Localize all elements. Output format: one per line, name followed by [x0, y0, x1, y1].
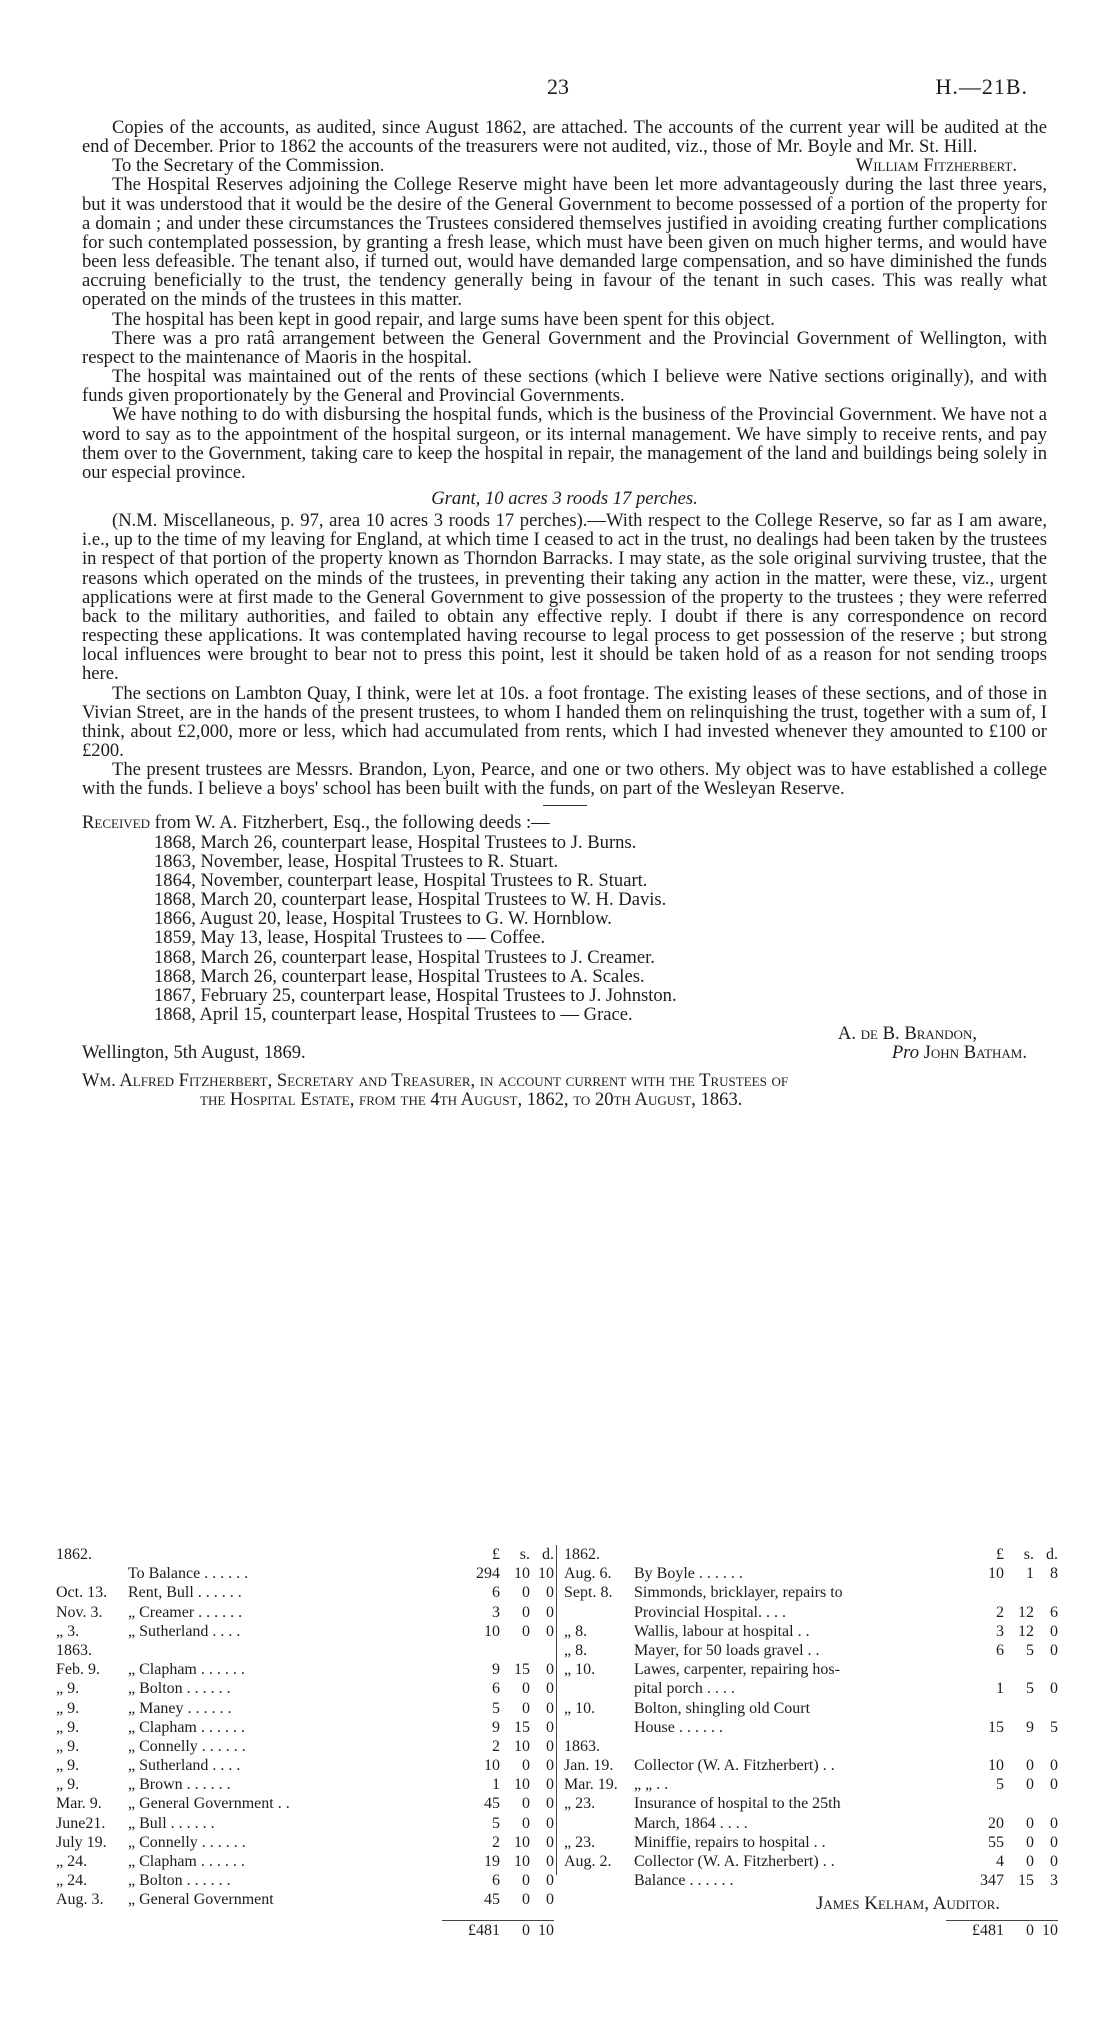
list-item: 1864, November, counterpart lease, Hospital Trustees to R. Stuart.	[154, 869, 648, 891]
place-date: Wellington, 5th August, 1869.	[82, 1042, 306, 1064]
entry-description: pital porch . . . .	[634, 1680, 735, 1698]
entry-amount: 1 5 0	[996, 1680, 1058, 1698]
entry-amount: 55 0 0	[988, 1833, 1058, 1851]
table-row	[564, 1833, 1058, 1852]
entry-amount: 347 15 3	[980, 1872, 1058, 1890]
signer: A. de B. Brandon,	[837, 1023, 977, 1045]
entry-description: Simmonds, bricklayer, repairs to	[634, 1584, 843, 1602]
paragraph: Copies of the accounts, as audited, since August 1862, are attached. The accounts of the current year will be audited at the end of December. Prior to 1862 the accounts of the treasurers were not audited, viz., those of Mr. Boyle and Mr. St. Hill.	[82, 117, 1047, 158]
paragraph: There was a pro ratâ arrangement between the General Government and the Provincial Government of Wellington, with respect to the maintenance of Maoris in the hospital.	[82, 327, 1047, 368]
entry-date: Sept. 8.	[564, 1584, 613, 1602]
addressee: To the Secretary of the Commission.	[112, 155, 385, 177]
page-number: 23	[547, 74, 569, 99]
table-row	[564, 1871, 1058, 1890]
entry-amount: 9 15 0	[492, 1718, 554, 1736]
entry-date: „ 8.	[564, 1622, 588, 1640]
table-row	[564, 1775, 1058, 1794]
paragraph: (N.M. Miscellaneous, p. 97, area 10 acres 3 roods 17 perches).—With respect to the College Reserve, so far as I am aware, i.e., up to the time of my leaving for England, at which time I ceased to act in the trust, no dealings had been taken by the trustees in respect of that portion of the property known as Thorndon Barracks. I may state, as the sole original surviving trustee, that the reasons which operated on the minds of the trustees, in preventing their taking any action in the matter, were these, viz., urgent applications were at first made to the General Government to give possession of the property to the trustees ; they were referred back to the military authorities, and failed to obtain any effective reply. I doubt if there is any correspondence on record respecting these applications. It was contemplated having recourse to legal process to get possession of the reserve ; but strong local influences were brought to bear not to press this point, lest it should be taken hold of as a reason for not sending troops here.	[82, 510, 1047, 685]
table-row	[564, 1699, 1058, 1718]
entry-description: „ Bull . . . . . .	[128, 1814, 215, 1832]
entry-description: „ Sutherland . . . .	[128, 1757, 241, 1775]
entry-date: „ 9.	[56, 1718, 80, 1736]
entry-description: Collector (W. A. Fitzherbert) . .	[634, 1853, 835, 1870]
entry-description: By Boyle . . . . . .	[634, 1565, 743, 1583]
section-divider	[543, 805, 587, 806]
entry-date: Nov. 3.	[56, 1603, 103, 1621]
entry-description: „ Bolton . . . . . .	[128, 1872, 231, 1890]
list-item: 1866, August 20, lease, Hospital Trustees to G. W. Hornblow.	[154, 908, 612, 930]
table-row	[56, 1890, 554, 1909]
total-row	[56, 1920, 554, 1939]
entry-date: „ 3.	[56, 1622, 80, 1640]
paragraph: The hospital has been kept in good repair, and large sums have been spent for this object.	[112, 308, 775, 330]
entry-date: Feb. 9.	[56, 1661, 100, 1679]
entry-description: „ Brown . . . . . .	[128, 1776, 231, 1794]
total-amount: £481 0 10	[946, 1920, 1058, 1940]
list-item: 1868, March 20, counterpart lease, Hospital Trustees to W. H. Davis.	[154, 889, 667, 911]
paragraph: The Hospital Reserves adjoining the College Reserve might have been let more advantageously during the last three years, but it was understood that it would be the desire of the General Government to become possessed of a portion of the property for a domain ; and under these circumstances the Trustees considered themselves justified in avoiding creating further complications for such contemplated possession, by granting a fresh lease, which must have been given on much higher terms, and would have been less defeasible. The tenant also, if turned out, would have demanded large compensation, and so have diminished the funds accruing beneficially to the trust, the tendency generally being in favour of the tenant in such cases. This was really what operated on the minds of the trustees in this matter.	[82, 174, 1047, 311]
table-row	[56, 1833, 554, 1852]
entry-amount: 45 0 0	[484, 1795, 554, 1813]
table-row	[56, 1756, 554, 1775]
entry-amount: 9 15 0	[492, 1661, 554, 1679]
table-row	[564, 1660, 1058, 1679]
paragraph: The present trustees are Messrs. Brandon, Lyon, Pearce, and one or two others. My object was to have established a college with the funds. I believe a boys' school has been built with the funds, on part of the Wesleyan Reserve.	[82, 759, 1047, 800]
account-credit-column	[564, 1545, 1058, 1939]
list-item: 1859, May 13, lease, Hospital Trustees to — Coffee.	[154, 927, 546, 949]
entry-amount: 6 0 0	[492, 1872, 554, 1890]
body-text	[82, 118, 1047, 1109]
entry-description: „ General Government	[128, 1891, 274, 1909]
table-row	[56, 1603, 554, 1622]
table-row	[56, 1545, 554, 1564]
entry-amount: £ s. d.	[996, 1546, 1058, 1563]
entry-amount: £ s. d.	[492, 1546, 554, 1563]
entry-date: „ 9.	[56, 1680, 80, 1698]
list-item: 1867, February 25, counterpart lease, Hospital Trustees to J. Johnston.	[154, 984, 677, 1006]
entry-amount: 6 5 0	[996, 1641, 1058, 1659]
entry-description: Collector (W. A. Fitzherbert) . .	[634, 1757, 835, 1775]
entry-description: Insurance of hospital to the 25th	[634, 1795, 841, 1813]
entry-description: „ Clapham . . . . . .	[128, 1661, 245, 1679]
table-row	[564, 1603, 1058, 1622]
entry-description: „ Clapham . . . . . .	[128, 1853, 245, 1870]
entry-description: Provincial Hospital. . . .	[634, 1603, 786, 1621]
entry-amount: 2 12 6	[996, 1603, 1058, 1621]
entry-amount: 4 0 0	[996, 1853, 1058, 1870]
entry-date: Aug. 2.	[564, 1853, 612, 1870]
entry-date: Mar. 19.	[564, 1776, 618, 1794]
table-row	[564, 1622, 1058, 1641]
entry-description: Miniffie, repairs to hospital . .	[634, 1833, 826, 1851]
entry-description: „ Connelly . . . . . .	[128, 1737, 246, 1755]
entry-date: „ 23.	[564, 1833, 596, 1851]
entry-description: Mayer, for 50 loads gravel . .	[634, 1641, 820, 1659]
entry-amount: 294 10 10	[476, 1565, 554, 1583]
table-row	[564, 1794, 1058, 1813]
entry-amount: 6 0 0	[492, 1680, 554, 1698]
table-row	[56, 1871, 554, 1890]
entry-amount: 5 0 0	[492, 1814, 554, 1832]
entry-date: Aug. 3.	[56, 1891, 104, 1909]
entry-amount: 2 10 0	[492, 1833, 554, 1851]
entry-amount: 15 9 5	[988, 1718, 1058, 1736]
table-row	[56, 1814, 554, 1833]
entry-description: „ „ . .	[634, 1776, 669, 1794]
entry-amount: 10 0 0	[988, 1757, 1058, 1775]
place-date-line	[82, 1043, 1047, 1062]
table-row	[56, 1699, 554, 1718]
entry-description: „ Bolton . . . . . .	[128, 1680, 231, 1698]
entry-date: „ 10.	[564, 1661, 596, 1679]
entry-date: „ 9.	[56, 1757, 80, 1775]
entry-amount: 5 0 0	[492, 1699, 554, 1717]
table-row	[564, 1583, 1058, 1602]
entry-date: 1863.	[56, 1641, 92, 1659]
signature-line	[82, 156, 1047, 175]
entry-amount: 10 0 0	[484, 1622, 554, 1640]
total-row	[564, 1920, 1058, 1939]
account-title: Wm. Alfred Fitzherbert, Secretary and Treasurer, in account current with the Trustees of the Hospital Estate, from the 4th August, 1862, to 20th August, 1863.	[82, 1069, 789, 1110]
entry-amount: 2 10 0	[492, 1737, 554, 1755]
total-amount: £481 0 10	[442, 1920, 554, 1940]
table-row	[564, 1737, 1058, 1756]
entry-amount: 20 0 0	[988, 1814, 1058, 1832]
entry-amount: 19 10 0	[484, 1853, 554, 1870]
table-row	[564, 1641, 1058, 1660]
entry-date: „ 9.	[56, 1776, 80, 1794]
entry-date: „ 24.	[56, 1872, 88, 1890]
entry-amount: 6 0 0	[492, 1584, 554, 1602]
list-item: 1863, November, lease, Hospital Trustees to R. Stuart.	[154, 850, 559, 872]
table-row	[56, 1679, 554, 1698]
grant-heading: Grant, 10 acres 3 roods 17 perches.	[431, 487, 698, 509]
entry-date: Mar. 9.	[56, 1795, 102, 1813]
received-intro: Received from W. A. Fitzherbert, Esq., the following deeds :—	[82, 812, 550, 834]
entry-amount: 45 0 0	[484, 1891, 554, 1909]
table-row	[564, 1756, 1058, 1775]
table-row	[56, 1852, 554, 1871]
document-reference: H.—21B.	[935, 74, 1028, 99]
entry-date: „ 9.	[56, 1699, 80, 1717]
entry-date: „ 24.	[56, 1853, 88, 1870]
table-row	[56, 1794, 554, 1813]
entry-description: „ Connelly . . . . . .	[128, 1833, 246, 1851]
table-row	[56, 1583, 554, 1602]
entry-date: 1862.	[564, 1546, 600, 1563]
entry-description: „ General Government . .	[128, 1795, 290, 1813]
table-row	[56, 1564, 554, 1583]
list-item: 1868, April 15, counterpart lease, Hospital Trustees to — Grace.	[154, 1004, 633, 1026]
entry-amount: 3 12 0	[996, 1622, 1058, 1640]
entry-date: Oct. 13.	[56, 1584, 108, 1602]
entry-amount: 1 10 0	[492, 1776, 554, 1794]
list-item: 1868, March 26, counterpart lease, Hospital Trustees to J. Creamer.	[154, 946, 655, 968]
table-row	[56, 1718, 554, 1737]
table-row	[564, 1814, 1058, 1833]
pro-signer: Pro John Batham.	[891, 1042, 1027, 1064]
table-row	[564, 1718, 1058, 1737]
signatory: William Fitzherbert.	[855, 155, 1017, 177]
account-debit-column	[56, 1545, 554, 1939]
entry-description: „ Sutherland . . . .	[128, 1622, 241, 1640]
table-row	[564, 1679, 1058, 1698]
table-row	[564, 1545, 1058, 1564]
table-row	[56, 1660, 554, 1679]
entry-description: House . . . . . .	[634, 1718, 723, 1736]
table-row	[56, 1775, 554, 1794]
entry-description: To Balance . . . . . .	[128, 1565, 249, 1583]
table-row	[56, 1641, 554, 1660]
entry-date: 1863.	[564, 1737, 600, 1755]
column-divider	[556, 1545, 557, 1875]
entry-date: Jan. 19.	[564, 1757, 614, 1775]
entry-amount: 5 0 0	[996, 1776, 1058, 1794]
entry-date: „ 10.	[564, 1699, 596, 1717]
paragraph: The hospital was maintained out of the rents of these sections (which I believe were Native sections originally), and with funds given proportionately by the General and Provincial Governments.	[82, 366, 1047, 407]
entry-date: „ 23.	[564, 1795, 596, 1813]
deeds-list	[82, 833, 1047, 1025]
list-item: 1868, March 26, counterpart lease, Hospital Trustees to A. Scales.	[154, 965, 645, 987]
entry-description: Balance . . . . . .	[634, 1872, 734, 1890]
entry-description: „ Creamer . . . . . .	[128, 1603, 243, 1621]
entry-amount: 10 1 8	[988, 1565, 1058, 1583]
entry-amount: 3 0 0	[492, 1603, 554, 1621]
entry-date: „ 9.	[56, 1737, 80, 1755]
entry-description: March, 1864 . . . .	[634, 1814, 748, 1832]
entry-date: July 19.	[56, 1833, 107, 1851]
entry-description: „ Maney . . . . . .	[128, 1699, 232, 1717]
entry-description: Bolton, shingling old Court	[634, 1699, 811, 1717]
table-row	[56, 1737, 554, 1756]
auditor-signature: James Kelham, Auditor.	[816, 1893, 1000, 1914]
table-row	[564, 1564, 1058, 1583]
list-item: 1868, March 26, counterpart lease, Hospital Trustees to J. Burns.	[154, 831, 637, 853]
table-row	[564, 1852, 1058, 1871]
paragraph: We have nothing to do with disbursing the hospital funds, which is the business of the Provincial Government. We have not a word to say as to the appointment of the hospital surgeon, or its internal management. We have simply to receive rents, and pay them over to the Government, taking care to keep the hospital in repair, the management of the land and buildings being solely in our especial province.	[82, 404, 1047, 483]
entry-description: Wallis, labour at hospital . .	[634, 1622, 810, 1640]
table-row	[56, 1622, 554, 1641]
entry-description: „ Clapham . . . . . .	[128, 1718, 245, 1736]
entry-date: „ 8.	[564, 1641, 588, 1659]
paragraph: The sections on Lambton Quay, I think, were let at 10s. a foot frontage. The existing leases of these sections, and of those in Vivian Street, are in the hands of the present trustees, to whom I handed them on relinquishing the trust, together with a sum of, I think, about £2,000, more or less, which had accumulated from rents, which I had invested whenever they amounted to £100 or £200.	[82, 682, 1047, 761]
entry-date: Aug. 6.	[564, 1565, 612, 1583]
entry-description: Rent, Bull . . . . . .	[128, 1584, 242, 1602]
entry-date: 1862.	[56, 1546, 92, 1563]
entry-amount: 10 0 0	[484, 1757, 554, 1775]
entry-date: June21.	[56, 1814, 106, 1832]
entry-description: Lawes, carpenter, repairing hos-	[634, 1661, 840, 1679]
